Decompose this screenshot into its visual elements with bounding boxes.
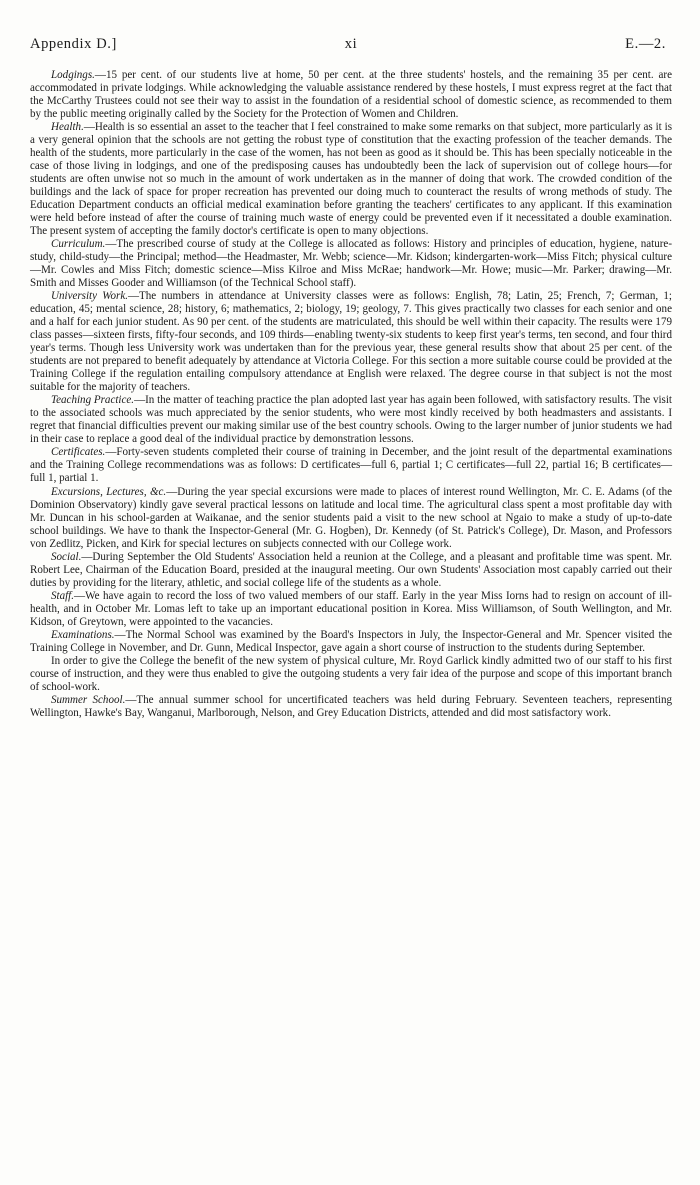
paragraph-text: —We have again to record the loss of two valued members of our staff. Early in the year Miss Iorns had to resign on account of ill-health, and in October Mr. Lomas left to take up an important educational position in Korea. Miss Williamson, of South Wellington, and Mr. Kidson, of Greytown, were appointed to the vacancies.	[30, 589, 672, 628]
paragraph-heading: Health.	[51, 121, 84, 134]
paragraph-heading: University Work.	[51, 290, 128, 303]
paragraph-lodgings	[30, 69, 672, 121]
paragraph-text: —The annual summer school for uncertificated teachers was held during February. Seventeen teachers, representing Wellington, Hawke's Bay, Wanganui, Marlborough, Nelson, and Grey Education Districts, attended and did most satisfactory work.	[30, 693, 673, 719]
paragraph-heading: Teaching Practice.	[51, 394, 135, 407]
paragraph-heading: Summer School.	[51, 693, 126, 706]
body-text	[30, 69, 672, 720]
appendix-label: Appendix D.]	[30, 36, 117, 52]
document-reference: E.—2.	[625, 36, 666, 52]
paragraph-physical-culture	[30, 655, 672, 694]
paragraph-heading: Lodgings.	[51, 69, 95, 81]
paragraph-text: In order to give the College the benefit of the new system of physical culture, Mr. Royd Garlick kindly admitted two of our staff to his first course of instruction, and they were thus enabled to give the outgoing students a very fair idea of the purpose and scope of this important branch of school-work.	[30, 654, 672, 693]
paragraph-text: —During September the Old Students' Association held a reunion at the College, and a pleasant and profitable time was spent. Mr. Robert Lee, Chairman of the Education Board, presided at the inaugural meeting. Our own Students' Association most capably carried out their duties by providing for the literary, athletic, and social college life of the students as a whole.	[30, 550, 672, 589]
paragraph-excursions	[30, 486, 672, 551]
paragraph-social	[30, 551, 672, 590]
paragraph-heading: Excursions, Lectures, &c.	[51, 485, 167, 498]
paragraph-heading: Curriculum.	[51, 238, 106, 251]
paragraph-examinations	[30, 629, 672, 655]
paragraph-text: —15 per cent. of our students live at home, 50 per cent. at the three students' hostels, and the remaining 35 per cent. are accommodated in private lodgings. While acknowledging the valuable assistance rendered by these hostels, I must express regret at the fact that the McCarthy Trustees could not see their way to assist in the foundation of a residential school of domestic science, as recommended to them by the public meeting originally called by the Society for the Protection of Women and Children.	[30, 69, 672, 121]
paragraph-text: —In the matter of teaching practice the plan adopted last year has again been followed, with satisfactory results. The visit to the associated schools was much appreciated by the senior students, who were most kindly received by both headmasters and assistants. I regret that financial difficulties prevent our making similar use of the best country schools. Owing to the larger number of junior students we had in their case to replace a good deal of the individual practice by demonstration lessons.	[30, 394, 672, 446]
paragraph-heading: Certificates.	[51, 446, 106, 459]
paragraph-heading: Social.	[51, 550, 82, 563]
paragraph-university-work	[30, 290, 672, 394]
paragraph-text: —During the year special excursions were made to places of interest round Wellington, Mr. C. E. Adams (of the Dominion Observatory) kindly gave several practical lessons on latitude and local time. The agricultural class spent a most profitable day with Mr. Duncan in his school-garden at Waikanae, and the senior students paid a visit to the new school at Ngaio to make a study of up-to-date school buildings. We have to thank the Inspector-General (Mr. G. Hogben), Dr. Kennedy (of St. Patrick's College), Dr. Mason, and Professors von Zedlitz, Picken, and Kirk for special lectures on subjects connected with our College work.	[30, 485, 672, 550]
running-header	[30, 36, 672, 58]
paragraph-heading: Staff.	[51, 589, 75, 602]
paragraph-heading: Examinations.	[51, 628, 115, 641]
paragraph-certificates	[30, 446, 672, 485]
paragraph-staff	[30, 590, 672, 629]
paragraph-curriculum	[30, 238, 672, 290]
page-number: xi	[344, 36, 358, 52]
paragraph-text: —Health is so essential an asset to the teacher that I feel constrained to make some remarks on that subject, more particularly as it is a very general opinion that the schools are not getting the robust type of constitution that the exacting profession of the teacher demands. The health of the students, more particularly in the case of the women, has not been as good as it should be. This has been specially noticeable in the case of those living in lodgings, and one of the predisposing causes has undoubtedly been the lack of supervision out of college hours—for students are often unwise not so much in the amount of work undertaken as in the manner of doing that work. The crowded condition of the buildings and the lack of space for proper recreation has prevented our doing much to counteract the results of wrong methods of study. The Education Department conducts an official medical examination before granting the teachers' certificates to any applicant. If this examination were held before instead of after the course of training much waste of energy could be prevented even if it necessitated a double examination. The present system of accepting the family doctor's certificate is open to many objections.	[30, 121, 672, 238]
paragraph-health	[30, 121, 672, 238]
paragraph-text: —The numbers in attendance at University classes were as follows: English, 78; Latin, 25; French, 7; German, 1; education, 45; mental science, 28; history, 6; mathematics, 2; biology, 19; geology, 7. This gives practically two classes for each senior and one and a half for each junior student. As 90 per cent. of the students are matriculated, this should be well within their capacity. The results were 179 class passes—sixteen firsts, fifty-four seconds, and 109 thirds—enabling twenty-six students to keep first year's terms, ten second, and four third year's terms. Though less University work was undertaken than for the previous year, these general results show that about 25 per cent. of the students are not prepared to benefit adequately by attendance at Victoria College. For this section a more suitable course could be provided at the Training College if the regulation entailing compulsory attendance at English were relaxed. The degree course in that subject is not the most suitable for the majority of teachers.	[30, 290, 672, 394]
paragraph-text: —The prescribed course of study at the College is allocated as follows: History and principles of education, hygiene, nature-study, child-study—the Principal; method—the Headmaster, Mr. Webb; science—Mr. Kidson; kindergarten-work—Miss Fitch; physical culture—Mr. Cowles and Miss Fitch; domestic science—Miss Kilroe and Miss McRae; handwork—Mr. Howe; music—Mr. Parker; drawing—Mr. Smith and Misses Gooder and Williamson (of the Technical School staff).	[30, 238, 672, 290]
paragraph-summer-school	[30, 694, 672, 720]
paragraph-text: —Forty-seven students completed their course of training in December, and the joint result of the departmental examinations and the Training College recommendations was as follows: D certificates—full 6, partial 1; C certificates—full 22, partial 16; B certificates—full 1, partial 1.	[30, 446, 672, 485]
paragraph-text: —The Normal School was examined by the Board's Inspectors in July, the Inspector-General and Mr. Spencer visited the Training College in November, and Dr. Gunn, Medical Inspector, gave again a short course of instruction to the students during September.	[30, 628, 672, 654]
paragraph-teaching-practice	[30, 394, 672, 446]
